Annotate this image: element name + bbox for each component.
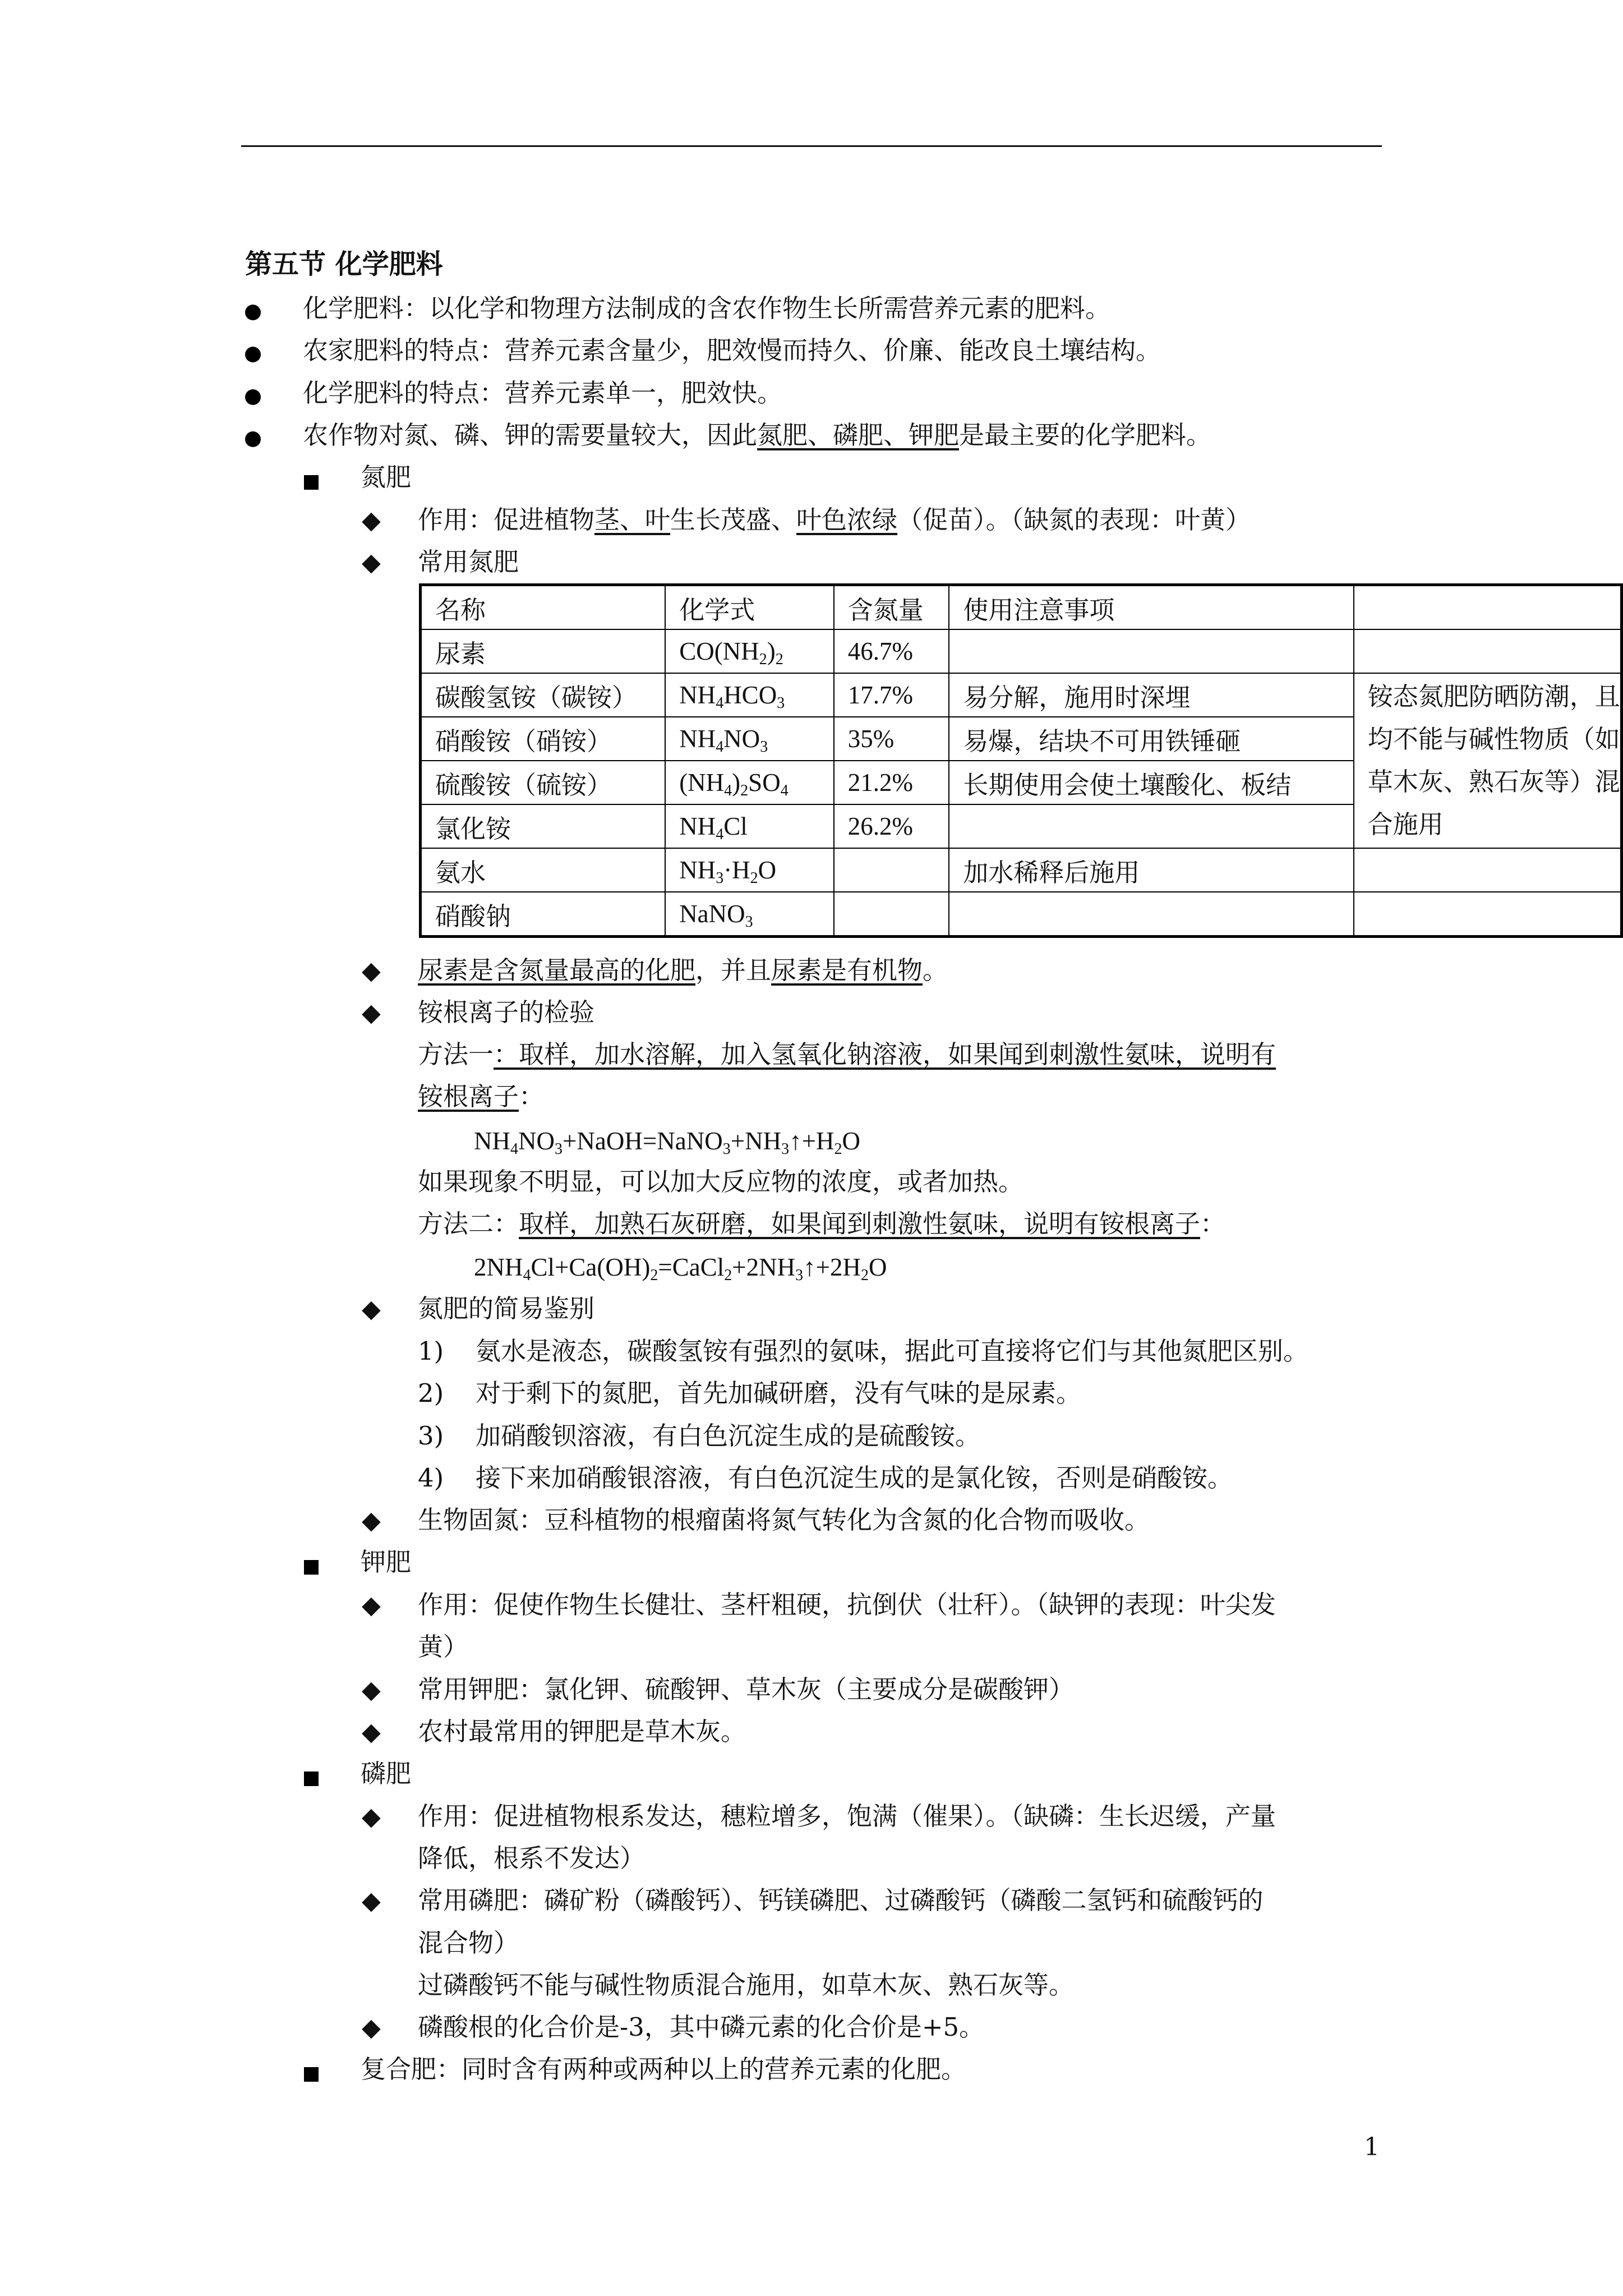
potassium-common: 常用钾肥：氯化钾、硫酸钾、草木灰（主要成分是碳酸钾） [418,1674,1075,1704]
cell-name: 氯化铵 [421,804,666,848]
cell-note: 易爆，结块不可用铁锤砸 [949,717,1353,761]
cell-extra [1354,848,1622,892]
bullet-definition: 化学肥料：以化学和物理方法制成的含农作物生长所需营养元素的肥料。 [303,293,1111,323]
cell-formula: $NH_4Cl$ [665,804,834,848]
identify-num: 4) [418,1463,444,1493]
equation-2: $2NH_4Cl+Ca(OH)_2=CaCl_2+2NH_3↑+2H_2O$ [474,1253,887,1284]
bullet-npk: 农作物对氮、磷、钾的需要量较大，因此氮肥、磷肥、钾肥是最主要的化学肥料。 [303,420,1212,450]
merged-ammonium-note: 铵态氮肥防晒防潮，且均不能与碱性物质（如草木灰、熟石灰等）混合施用 [1354,673,1622,848]
diamond-bullet: ◆ [362,999,381,1027]
square-bullet [304,2056,319,2090]
diamond-bullet: ◆ [362,506,381,535]
bullet-chemical-feature: 化学肥料的特点：营养元素单一，肥效快。 [303,378,783,408]
bullet-dot [245,295,261,329]
phosphorus-common: 常用磷肥：磷矿粉（磷酸钙）、钙镁磷肥、过磷酸钙（磷酸二氢钙和硫酸钙的 [418,1885,1264,1915]
method-note: 如果现象不明显，可以加大反应物的浓度，或者加热。 [418,1167,1024,1197]
identify-num: 2) [418,1378,444,1408]
header-extra [1354,585,1622,630]
diamond-bullet: ◆ [362,1676,381,1704]
method-one-cont: 铵根离子： [418,1082,545,1111]
method-two: 方法二：取样，加熟石灰研磨，如果闻到刺激性氨味，说明有铵根离子： [418,1209,1226,1239]
diamond-bullet: ◆ [362,1295,381,1323]
urea-note: 尿素是含氮量最高的化肥，并且尿素是有机物。 [418,955,948,985]
cell-extra [1354,892,1622,937]
diamond-bullet: ◆ [362,1802,381,1831]
cell-content: 26.2% [834,804,949,848]
bullet-farm-manure: 农家肥料的特点：营养元素含量少，肥效慢而持久、价廉、能改良土壤结构。 [303,335,1161,365]
potassium-role: 作用：促使作物生长健壮、茎杆粗硬，抗倒伏（壮秆）。（缺钾的表现：叶尖发 [418,1590,1276,1619]
identify-item: 接下来加硝酸银溶液，有白色沉淀生成的是氯化铵，否则是硝酸铵。 [476,1463,1233,1493]
page-number: 1 [1364,2133,1380,2161]
cell-name: 尿素 [421,629,666,673]
equation-1: $NH_4NO_3+NaOH=NaNO_3+NH_3↑+H_2O$ [474,1127,860,1158]
cell-note [949,804,1353,848]
diamond-bullet: ◆ [362,1591,381,1619]
diamond-bullet: ◆ [362,1718,381,1746]
square-bullet [304,464,319,498]
header-name: 名称 [421,585,666,630]
cell-note [949,629,1353,673]
identify-num: 3) [418,1421,444,1451]
table-row [421,848,1622,892]
nitrogen-heading: 氮肥 [361,462,412,492]
bullet-dot [245,380,261,413]
diamond-bullet: ◆ [362,1506,381,1535]
diamond-bullet: ◆ [362,1887,381,1915]
identify-item: 加硝酸钡溶液，有白色沉淀生成的是硫酸铵。 [476,1421,981,1451]
phosphorus-warning: 过磷酸钙不能与碱性物质混合施用，如草木灰、熟石灰等。 [418,1970,1075,2000]
table-header-row [421,585,1622,630]
cell-note: 长期使用会使土壤酸化、板结 [949,761,1353,804]
identify-num: 1) [418,1336,444,1366]
phosphorus-common-cont: 混合物） [418,1928,519,1958]
diamond-bullet: ◆ [362,2013,381,2042]
table-row [421,673,1622,717]
phosphorus-heading: 磷肥 [361,1759,412,1788]
method-one: 方法一：取样，加水溶解，加入氢氧化钠溶液，如果闻到刺激性氨味，说明有 [418,1039,1276,1069]
cell-content [834,848,949,892]
cell-formula: $NH_4HCO_3$ [665,673,834,717]
cell-content: 21.2% [834,761,949,804]
square-bullet [304,1761,319,1795]
cell-name: 硝酸铵（硝铵） [421,717,666,761]
cell-formula: $NH_4NO_3$ [665,717,834,761]
header-rule [241,145,1382,147]
cell-name: 硫酸铵（硫铵） [421,761,666,804]
cell-note: 加水稀释后施用 [949,848,1353,892]
cell-note: 易分解，施用时深埋 [949,673,1353,717]
square-bullet [304,1549,319,1583]
potassium-rural: 农村最常用的钾肥是草木灰。 [418,1717,746,1746]
bullet-dot [245,337,261,371]
cell-extra [1354,629,1622,673]
nitrogen-role: 作用：促进植物茎、叶生长茂盛、叶色浓绿（促苗）。（缺氮的表现：叶黄） [418,505,1251,535]
header-notes: 使用注意事项 [949,585,1353,630]
cell-note [949,892,1353,937]
cell-formula: $NH_3\cdot H_2O$ [665,848,834,892]
common-nitrogen-heading: 常用氮肥 [418,547,519,577]
cell-formula: NaNO$_3$ [665,892,834,937]
potassium-role-cont: 黄） [418,1632,469,1662]
cell-content: 46.7% [834,629,949,673]
section-title: 第五节 化学肥料 [245,249,443,280]
bio-fixation: 生物固氮：豆科植物的根瘤菌将氮气转化为含氮的化合物而吸收。 [418,1505,1150,1535]
cell-content: 17.7% [834,673,949,717]
compound-fertilizer: 复合肥：同时含有两种或两种以上的营养元素的化肥。 [361,2054,967,2084]
identify-heading: 氮肥的简易鉴别 [418,1294,595,1323]
phosphate-valence: 磷酸根的化合价是-3，其中磷元素的化合价是+5。 [418,2012,985,2042]
bullet-dot [245,422,261,455]
cell-formula: $(NH_4)_2SO_4$ [665,761,834,804]
cell-formula: $CO(NH_2)_2$ [665,629,834,673]
diamond-bullet: ◆ [362,956,381,985]
table-row [421,629,1622,673]
nitrogen-fertilizer-table [419,583,1623,938]
header-content: 含氮量 [834,585,949,630]
phosphorus-role: 作用：促进植物根系发达，穗粒增多，饱满（催果）。（缺磷：生长迟缓，产量 [418,1801,1276,1831]
cell-name: 硝酸钠 [421,892,666,937]
header-formula: 化学式 [665,585,834,630]
cell-name: 碳酸氢铵（碳铵） [421,673,666,717]
diamond-bullet: ◆ [362,548,381,577]
cell-content: 35% [834,717,949,761]
table-row [421,892,1622,937]
identify-item: 对于剩下的氮肥，首先加碱研磨，没有气味的是尿素。 [476,1378,1082,1408]
ammonium-test-heading: 铵根离子的检验 [418,997,595,1027]
potassium-heading: 钾肥 [361,1547,412,1577]
phosphorus-role-cont: 降低，根系不发达） [418,1843,645,1873]
cell-name: 氨水 [421,848,666,892]
cell-content [834,892,949,937]
identify-item: 氨水是液态，碳酸氢铵有强烈的氨味，据此可直接将它们与其他氮肥区别。 [476,1336,1309,1366]
